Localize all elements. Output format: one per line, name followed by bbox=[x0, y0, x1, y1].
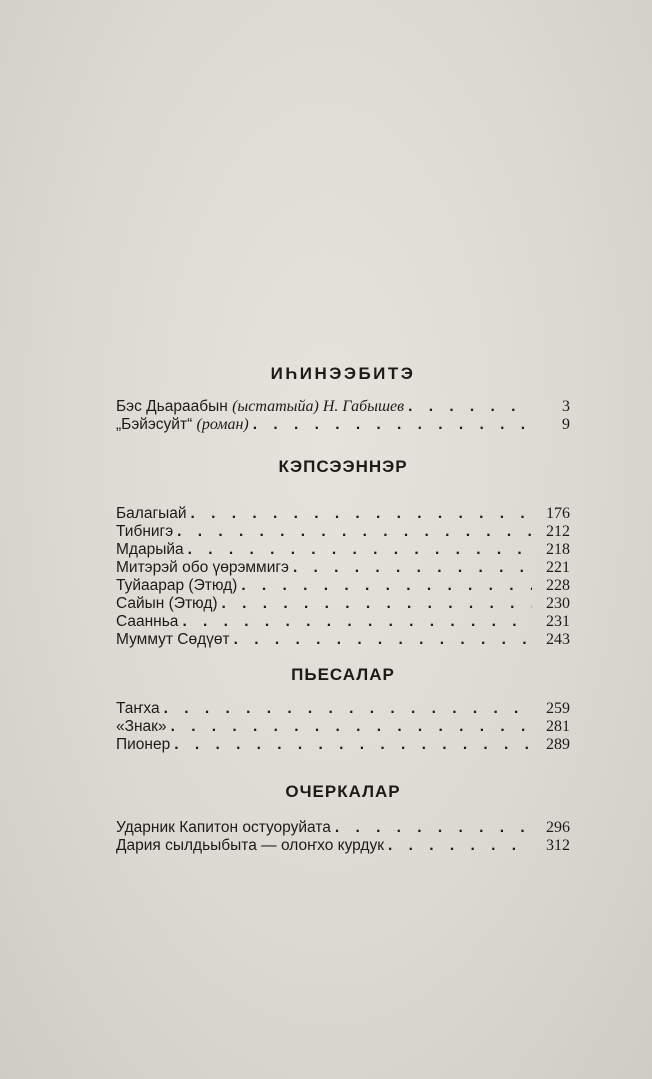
entry-title: Ударник Капитон остуоруйата bbox=[116, 819, 331, 836]
page-number: 9 bbox=[562, 416, 570, 433]
toc-entry bbox=[116, 416, 570, 434]
section-heading: ОЧЕРКАЛАР bbox=[285, 782, 401, 801]
toc-section-introduction bbox=[116, 364, 570, 434]
toc-entry bbox=[116, 577, 570, 595]
entry-title: Муммут Сөдүөт bbox=[116, 631, 230, 648]
toc-entry bbox=[116, 523, 570, 541]
entry-title: Саанньа bbox=[116, 613, 179, 630]
toc-entry bbox=[116, 559, 570, 577]
page-number: 228 bbox=[546, 577, 570, 594]
entry-title: Сайын (Этюд) bbox=[116, 595, 218, 612]
entry-title: Мдарыйа bbox=[116, 541, 184, 558]
entry-title: «Знак» bbox=[116, 718, 167, 735]
toc-section-essays bbox=[116, 782, 570, 855]
page-number: 296 bbox=[546, 819, 570, 836]
entry-title: Митэрэй обо үөрэммигэ bbox=[116, 559, 289, 576]
leader-dots bbox=[171, 718, 532, 736]
toc-entry bbox=[116, 837, 570, 855]
entry-title: „Бэйэсуйт“ (роман) bbox=[116, 416, 249, 433]
leader-dots bbox=[174, 736, 532, 754]
leader-dots bbox=[408, 398, 532, 416]
toc-entry bbox=[116, 613, 570, 631]
entry-title: Дария сылдьыбыта — олоҥхо курдук bbox=[116, 837, 385, 854]
entry-title: Тибнигэ bbox=[116, 523, 174, 540]
page-number: 289 bbox=[546, 736, 570, 753]
section-heading: ПЬЕСАЛАР bbox=[291, 665, 395, 684]
toc-entry bbox=[116, 505, 570, 523]
section-heading: КЭПСЭЭННЭР bbox=[278, 457, 408, 476]
toc-entry bbox=[116, 736, 570, 754]
leader-dots bbox=[293, 559, 532, 577]
page-number: 259 bbox=[546, 700, 570, 717]
section-heading: ИҺИНЭЭБИТЭ bbox=[270, 364, 416, 383]
toc-entry bbox=[116, 541, 570, 559]
page-number: 176 bbox=[546, 505, 570, 522]
page-number: 243 bbox=[546, 631, 570, 648]
leader-dots bbox=[164, 700, 532, 718]
entry-title: Бэс Дьараабын (ыстатыйа) Н. Габышев bbox=[116, 398, 405, 415]
toc-entry bbox=[116, 718, 570, 736]
page-number: 312 bbox=[546, 837, 570, 854]
toc-entry bbox=[116, 595, 570, 613]
entry-title: Туйаарар (Этюд) bbox=[116, 577, 238, 594]
toc-entry bbox=[116, 819, 570, 837]
entry-title: Таҥха bbox=[116, 700, 160, 717]
toc-entry bbox=[116, 398, 570, 416]
page-number: 3 bbox=[562, 398, 570, 415]
page-number: 281 bbox=[546, 718, 570, 735]
leader-dots bbox=[177, 523, 532, 541]
leader-dots bbox=[253, 416, 532, 434]
leader-dots bbox=[188, 541, 532, 559]
page-number: 221 bbox=[546, 559, 570, 576]
leader-dots bbox=[388, 837, 532, 855]
entry-title: Пионер bbox=[116, 736, 171, 753]
page-number: 212 bbox=[546, 523, 570, 540]
leader-dots bbox=[234, 631, 532, 649]
leader-dots bbox=[222, 595, 532, 613]
page-number: 218 bbox=[546, 541, 570, 558]
leader-dots bbox=[191, 505, 532, 523]
toc-section-plays bbox=[116, 665, 570, 754]
leader-dots bbox=[335, 819, 532, 837]
toc-section-stories bbox=[116, 457, 570, 649]
page-number: 231 bbox=[546, 613, 570, 630]
entry-title: Балагыай bbox=[116, 505, 187, 522]
toc-entry bbox=[116, 631, 570, 649]
page-number: 230 bbox=[546, 595, 570, 612]
leader-dots bbox=[241, 577, 532, 595]
leader-dots bbox=[182, 613, 532, 631]
toc-entry bbox=[116, 700, 570, 718]
